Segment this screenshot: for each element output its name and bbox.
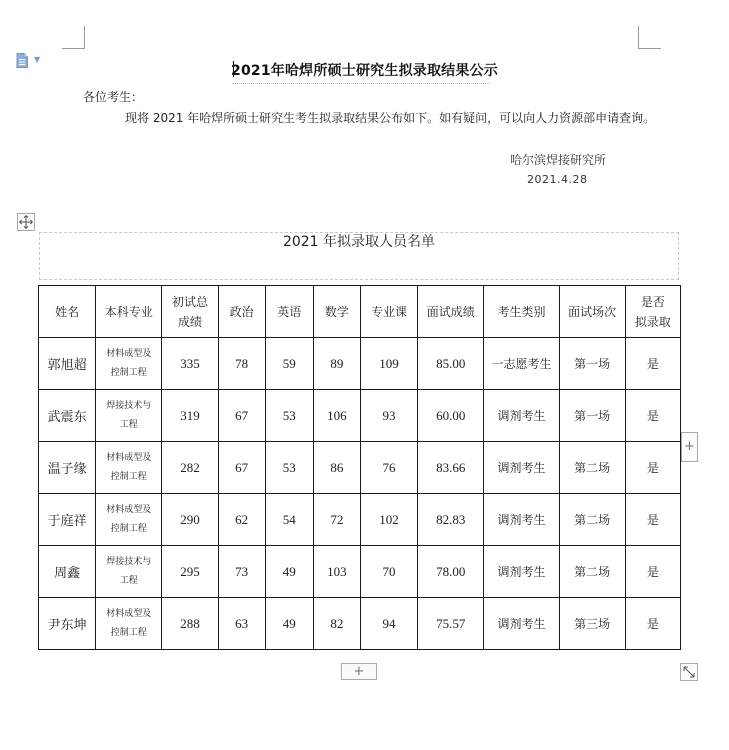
cell-math: 86 [313, 442, 360, 494]
cell-english: 54 [265, 494, 313, 546]
cell-major [96, 546, 162, 598]
header-interview: 面试成绩 [418, 286, 484, 338]
header-session: 面试场次 [559, 286, 625, 338]
page-title: 2021年哈焊所硕士研究生拟录取结果公示 [231, 63, 498, 79]
cell-admit: 是 [625, 494, 680, 546]
cell-specialty: 102 [360, 494, 417, 546]
major-line1: 材料成型及 [106, 504, 152, 515]
cell-politics: 63 [218, 598, 265, 650]
cell-category: 调剂考生 [484, 598, 559, 650]
cell-admit: 是 [625, 390, 680, 442]
table-move-icon[interactable] [17, 213, 35, 231]
header-specialty: 专业课 [360, 286, 417, 338]
major-line1: 材料成型及 [106, 348, 152, 359]
cell-initial-score: 295 [162, 546, 218, 598]
major-line2: 控制工程 [110, 627, 147, 638]
major-line2: 工程 [119, 419, 138, 430]
header-english: 英语 [265, 286, 313, 338]
cell-initial-score: 290 [162, 494, 218, 546]
header-politics: 政治 [218, 286, 265, 338]
header-admit-line1: 是否 [640, 294, 665, 309]
cell-interview: 75.57 [418, 598, 484, 650]
cell-math: 72 [313, 494, 360, 546]
header-initial-line1: 初试总 [171, 294, 208, 309]
cell-name: 郭旭超 [39, 338, 96, 390]
table-row [39, 598, 681, 650]
major-line2: 控制工程 [110, 471, 147, 482]
cell-interview: 82.83 [418, 494, 484, 546]
title-underline [232, 83, 490, 84]
cell-politics: 78 [218, 338, 265, 390]
cell-specialty: 93 [360, 390, 417, 442]
cell-name: 武震东 [39, 390, 96, 442]
cell-category: 调剂考生 [484, 442, 559, 494]
announcement-body: 现将 2021 年哈焊所硕士研究生考生拟录取结果公布如下。如有疑问，可以向人力资源部申请查询。 [125, 111, 656, 125]
cell-session: 第二场 [559, 494, 625, 546]
major-line2: 控制工程 [110, 523, 147, 534]
cell-name: 温子缘 [39, 442, 96, 494]
admission-table [38, 285, 681, 650]
header-admit [625, 286, 680, 338]
major-line2: 控制工程 [110, 367, 147, 378]
table-row [39, 546, 681, 598]
cell-admit: 是 [625, 598, 680, 650]
salutation: 各位考生： [83, 90, 144, 104]
table-caption-box [39, 232, 679, 280]
cell-session: 第二场 [559, 442, 625, 494]
cell-major [96, 390, 162, 442]
major-line1: 材料成型及 [106, 452, 152, 463]
cell-interview: 78.00 [418, 546, 484, 598]
cell-name: 于庭祥 [39, 494, 96, 546]
cell-math: 82 [313, 598, 360, 650]
header-initial-line2: 成绩 [177, 314, 202, 329]
table-header-row [39, 286, 681, 338]
header-admit-line2: 拟录取 [634, 314, 671, 329]
major-line2: 工程 [119, 575, 138, 586]
cell-specialty: 70 [360, 546, 417, 598]
table-resize-icon[interactable] [680, 663, 698, 681]
add-row-button[interactable]: + [341, 663, 377, 680]
cell-category: 调剂考生 [484, 390, 559, 442]
cell-name: 尹东坤 [39, 598, 96, 650]
header-math: 数学 [313, 286, 360, 338]
cell-politics: 67 [218, 390, 265, 442]
major-line1: 材料成型及 [106, 608, 152, 619]
cell-politics: 67 [218, 442, 265, 494]
table-row [39, 390, 681, 442]
table-row [39, 442, 681, 494]
cell-math: 89 [313, 338, 360, 390]
cell-session: 第三场 [559, 598, 625, 650]
cell-specialty: 94 [360, 598, 417, 650]
cell-major [96, 338, 162, 390]
cell-initial-score: 288 [162, 598, 218, 650]
cell-admit: 是 [625, 442, 680, 494]
cell-specialty: 109 [360, 338, 417, 390]
cell-interview: 60.00 [418, 390, 484, 442]
cell-session: 第一场 [559, 338, 625, 390]
page-corner-top-right [638, 26, 661, 49]
cell-category: 一志愿考生 [484, 338, 559, 390]
header-category: 考生类别 [484, 286, 559, 338]
major-line1: 焊接技术与 [106, 400, 152, 411]
page-corner-top-left [62, 26, 85, 49]
cell-major [96, 442, 162, 494]
cell-admit: 是 [625, 546, 680, 598]
cell-initial-score: 335 [162, 338, 218, 390]
signature-organization: 哈尔滨焊接研究所 [510, 153, 607, 167]
header-name: 姓名 [39, 286, 96, 338]
cell-english: 53 [265, 442, 313, 494]
cell-math: 103 [313, 546, 360, 598]
cell-category: 调剂考生 [484, 494, 559, 546]
cell-session: 第二场 [559, 546, 625, 598]
cell-english: 53 [265, 390, 313, 442]
table-row [39, 494, 681, 546]
cell-initial-score: 282 [162, 442, 218, 494]
header-major: 本科专业 [96, 286, 162, 338]
cell-admit: 是 [625, 338, 680, 390]
cell-english: 49 [265, 598, 313, 650]
chevron-down-icon[interactable]: ▼ [34, 55, 41, 64]
cell-major [96, 598, 162, 650]
add-column-button[interactable]: + [681, 432, 698, 462]
cell-interview: 85.00 [418, 338, 484, 390]
major-line1: 焊接技术与 [106, 556, 152, 567]
table-row [39, 338, 681, 390]
cell-politics: 73 [218, 546, 265, 598]
cell-interview: 83.66 [418, 442, 484, 494]
table-caption: 2021 年拟录取人员名单 [282, 234, 436, 250]
cell-name: 周鑫 [39, 546, 96, 598]
cell-specialty: 76 [360, 442, 417, 494]
signature-date: 2021.4.28 [527, 173, 588, 186]
header-initial-score [162, 286, 218, 338]
cell-english: 49 [265, 546, 313, 598]
cell-math: 106 [313, 390, 360, 442]
cell-session: 第一场 [559, 390, 625, 442]
cell-politics: 62 [218, 494, 265, 546]
cell-major [96, 494, 162, 546]
cell-english: 59 [265, 338, 313, 390]
cell-category: 调剂考生 [484, 546, 559, 598]
cell-initial-score: 319 [162, 390, 218, 442]
